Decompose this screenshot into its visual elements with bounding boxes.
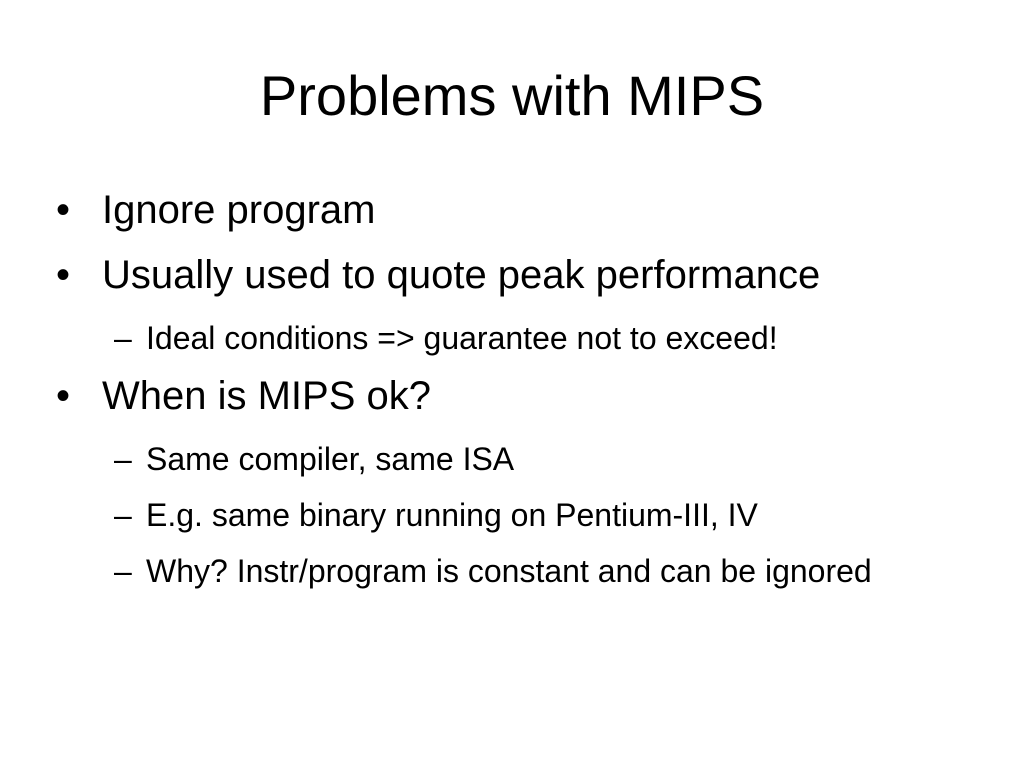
sub-bullet-text: Ideal conditions => guarantee not to exceed! (146, 320, 778, 356)
bullet-list (56, 186, 976, 605)
sub-bullet-item (56, 549, 976, 593)
sub-bullet-text: Same compiler, same ISA (146, 441, 515, 477)
bullet-item (56, 372, 976, 420)
dash-marker: – (114, 553, 132, 589)
sub-bullet-text: E.g. same binary running on Pentium-III, IV (146, 497, 758, 533)
sub-bullet-item (56, 493, 976, 537)
sub-bullet-text: Why? Instr/program is constant and can be ignored (146, 553, 872, 589)
dash-marker: – (114, 497, 132, 533)
sub-bullet-item (56, 316, 976, 360)
bullet-marker: • (56, 253, 71, 297)
bullet-text: When is MIPS ok? (102, 374, 432, 418)
dash-marker: – (114, 441, 132, 477)
slide-title: Problems with MIPS (259, 64, 765, 127)
bullet-marker: • (56, 374, 71, 418)
dash-marker: – (114, 320, 132, 356)
bullet-text: Ignore program (102, 188, 376, 232)
bullet-marker: • (56, 188, 71, 232)
bullet-text: Usually used to quote peak performance (102, 253, 821, 297)
bullet-item (56, 251, 976, 299)
sub-bullet-item (56, 437, 976, 481)
bullet-item (56, 186, 976, 234)
